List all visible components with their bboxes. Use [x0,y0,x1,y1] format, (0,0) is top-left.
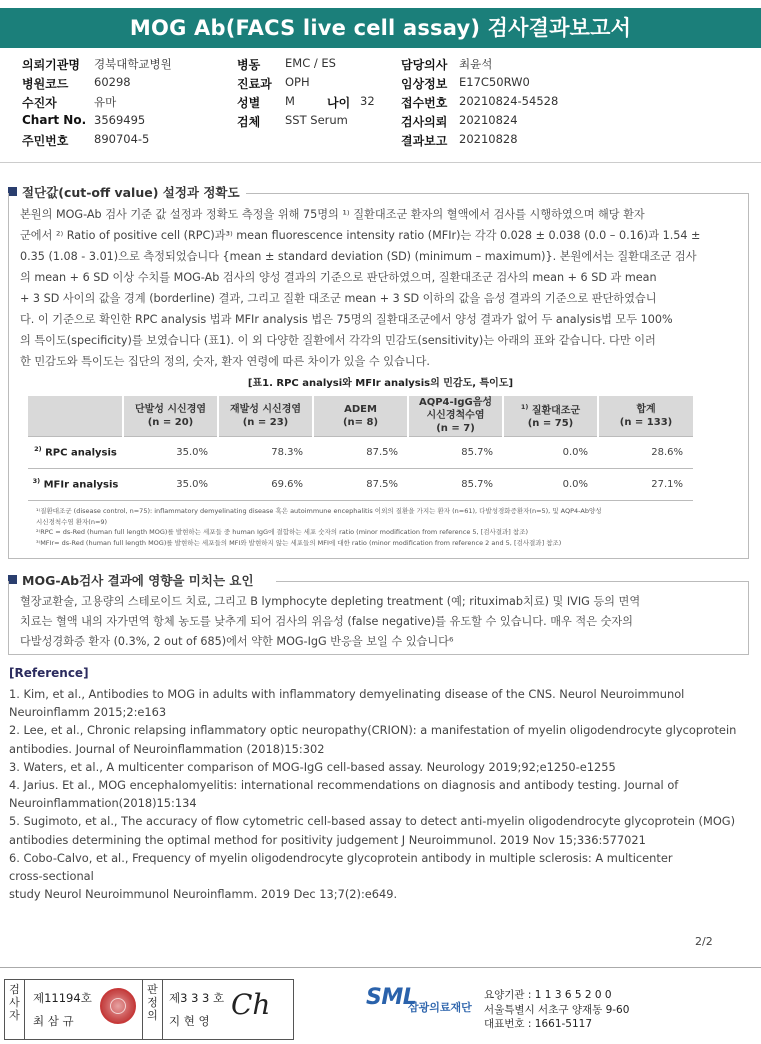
doctor-value: 최윤석 [459,57,493,71]
column-header: AQP4-IgG음성 시신경척수염 (n = 7) [408,396,503,436]
judge-name: 지 현 영 [169,1014,210,1028]
references-heading: [Reference] [9,666,89,680]
inspector-reg: 제11194호 [33,991,92,1005]
table-cell: 35.0% [123,436,218,468]
reference-line: 3. Waters, et al., A multicenter comparison of MOG-IgG cell-based assay. Neurology 2019;92;e1250-e1255 [9,759,616,774]
column-header: $^{1)}$ 질환대조군 (n = 75) [503,396,598,436]
hospital-code-label: 병원코드 [22,77,69,91]
footnote: ²⁾RPC = ds-Red (human full length MOG)를 발현하는 세포들 중 human IgG에 결합하는 세포 숫자의 ratio (minor modification from reference 5, [검사결과] 참조) [36,528,529,536]
results-table [28,396,693,501]
request-value: 20210824 [459,113,518,127]
divider [0,162,761,163]
table-title: [표1. RPC analysi와 MFIr analysis의 민감도, 특이도] [247,378,514,389]
chart-label: Chart No. [22,113,87,127]
table-cell: 85.7% [408,468,503,500]
table-row [28,436,693,468]
row-label: $^{2)}$ RPC analysis [28,436,123,468]
cell-divider [5,980,143,1039]
patient-info [22,56,742,151]
text-line: + 3 SD 사이의 값을 경계 (borderline) 결과, 그리고 질환 대조군 mean + 3 SD 이하의 값을 음성 결과의 기준으로 판단하였습니 [20,292,657,305]
report-title: MOG Ab(FACS live cell assay) 검사결과보고서 [0,8,761,48]
logo-subtitle: 삼광의료재단 [408,1001,472,1014]
table-cell: 69.6% [218,468,313,500]
table-cell: 87.5% [313,436,408,468]
dept-value: OPH [285,75,310,89]
hospital-code-value: 60298 [94,75,131,89]
label-char: 정 [147,996,158,1009]
column-header: 합계 (n = 133) [598,396,693,436]
reference-line: cross-sectional [9,869,94,884]
section2-text [20,592,710,652]
report-value: 20210828 [459,132,518,146]
inspector-name: 최 삼 규 [33,1014,74,1028]
rrn-value: 890704-5 [94,132,150,146]
row-label: $^{3)}$ MFIr analysis [28,468,123,500]
clinical-label: 임상정보 [401,77,448,91]
text-line: 의 특이도(specificity)를 보였습니다 (표1). 이 외 다양한 질환에서 각각의 민감도(sensitivity)는 아래의 표와 같습니다. 다만 이러 [20,334,656,347]
lab-address: 서울특별시 서초구 양재동 9-60 [484,1003,630,1016]
doctor-label: 담당의사 [401,58,448,72]
reference-line: Neuroinflammation(2018)15:134 [9,796,197,811]
section2-title: MOG-Ab검사 결과에 영향을 미치는 요인 [22,573,254,588]
text-line: 다. 이 기준으로 확인한 RPC analysis 법과 MFIr analysis 법은 75명의 질환대조군에서 양성 결과가 없어 두 analysis법 모두 100% [20,313,673,326]
table-footnotes [36,506,726,548]
text-line: 본원의 MOG-Ab 검사 기준 값 설정과 정확도 측정을 위해 75명의 ¹⁾ 질환대조군 환자의 혈액에서 검사를 시행하였으며 해당 환자 [20,208,645,221]
reference-line: study Neurol Neuroimmunol Neuroinflamm. 2019 Dec 13;7(2):e649. [9,887,398,902]
logo-text: SML [366,985,417,1010]
text-line: 군에서 ²⁾ Ratio of positive cell (RPC)과³⁾ mean fluorescence intensity ratio (MFIr)는 각각 0.028 ± 0.038 (0.0 – 0.16)과 1.54 ± [20,229,701,242]
references-list [9,685,749,903]
table-cell: 0.0% [503,436,598,468]
table-cell: 35.0% [123,468,218,500]
table-row [28,468,693,500]
reference-line: 6. Cobo-Calvo, et al., Frequency of myelin oligodendrocyte glycoprotein antibody in multiple sclerosis: A multicenter [9,850,673,865]
corner-header [28,396,123,436]
specimen-value: SST Serum [285,113,348,127]
age-label: 나이 [327,96,351,110]
text-line: 0.35 (1.08 - 3.01)으로 측정되었습니다 {mean ± standard deviation (SD) (minimum – maximum)}. 본원에서는 질환대조군 검사 [20,250,697,263]
table-cell: 0.0% [503,468,598,500]
chart-value: 3569495 [94,113,146,127]
age-value: 32 [360,94,375,108]
table-cell: 85.7% [408,436,503,468]
signature-box [4,979,294,1040]
accession-value: 20210824-54528 [459,94,559,108]
column-header: 재발성 시신경염 (n = 23) [218,396,313,436]
reference-line: 4. Jarius. Et al., MOG encephalomyelitis: international recommendations on diagnosis and antibody testing. Journal of [9,778,679,793]
label-char: 판 [147,983,158,996]
footnote: 시신경척수염 환자(n=9) [36,517,108,526]
judge-label [143,980,163,1039]
reference-line: Neuroinflamm 2015;2:e163 [9,705,167,720]
reference-line: 1. Kim, et al., Antibodies to MOG in adults with inflammatory demyelinating disease of the CNS. Neurol Neuroimmunol [9,687,685,701]
lab-info [484,988,629,1032]
specimen-label: 검체 [237,115,261,129]
lab-code: 요양기관 : 1 1 3 6 5 2 0 0 [484,989,612,1001]
sex-label: 성별 [237,96,261,110]
judge-reg: 제3 3 3 호 [169,991,225,1005]
text-line: 의 mean + 6 SD 이상 수치를 MOG-Ab 검사의 양성 결과의 기준으로 판단하였으며, 질환대조군 검사의 mean + 6 SD 과 mean [20,271,657,284]
table-cell: 78.3% [218,436,313,468]
clinical-value: E17C50RW0 [459,75,530,89]
report-label: 결과보고 [401,134,448,148]
lab-phone: 대표번호 : 1661-5117 [484,1018,593,1030]
footer-divider [0,967,761,968]
table-cell: 28.6% [598,436,693,468]
institution-label: 의뢰기관명 [22,58,80,72]
footnote: ³⁾MFIr= ds-Red (human full length MOG)를 발현하는 세포들의 MFI와 발현하지 않는 세포들의 MFI에 대한 ratio (minor modification from reference 2 and 5, [검사결과] 참조) [36,538,562,547]
text-line: 한 민감도와 특이도는 집단의 정의, 숫자, 환자 연령에 따른 차이가 있을 수 있습니다. [20,355,430,368]
reference-line: 2. Lee, et al., Chronic relapsing inflammatory optic neuropathy(CRION): a manifestation of myelin oligodendrocyte glycoprotein [9,723,737,738]
request-label: 검사의뢰 [401,115,448,129]
dept-label: 진료과 [237,77,272,91]
receiver-label: 수진자 [22,96,57,110]
section1-title: 절단값(cut-off value) 설정과 정확도 [22,185,240,200]
label-char: 의 [147,1009,158,1022]
label-char: 사 [9,996,20,1009]
section1-text [20,204,710,372]
label-char: 검 [9,983,20,996]
text-line: 혈장교환술, 고용량의 스테로이드 치료, 그리고 B lymphocyte depleting treatment (예; rituximab치료) 및 IVIG 등의 면역 [20,595,641,608]
institution-value: 경북대학교병원 [94,57,172,71]
text-line: 치료는 혈액 내의 자가면역 항체 농도를 낮추게 되어 검사의 위음성 (false negative)를 유도할 수 있습니다. 매우 적은 숫자의 [20,615,633,628]
accession-label: 접수번호 [401,96,448,110]
table-cell: 27.1% [598,468,693,500]
column-header: 단발성 시신경염 (n = 20) [123,396,218,436]
page-number: 2/2 [695,935,713,948]
receiver-value: 유마 [94,95,117,109]
rrn-label: 주민번호 [22,134,69,148]
sex-value: M [285,94,295,108]
ward-label: 병동 [237,58,261,72]
footnote: ¹⁾질환대조군 (disease control, n=75): inflammatory demyelinating disease 혹은 autoimmune encephalitis 이외의 질환을 가지는 환자 (n=61), 다발성경화증환자(n=5), 및 AQP4-Ab양성 [36,507,602,515]
label-char: 자 [9,1009,20,1022]
table-cell: 87.5% [313,468,408,500]
reference-line: antibodies. Journal of Neuroinflammation (2018)15:302 [9,741,325,756]
text-line: 다발성경화증 환자 (0.3%, 2 out of 685)에서 약한 MOG-IgG 반응을 보일 수 있습니다⁶ [20,635,454,648]
reference-line: 5. Sugimoto, et al., The accuracy of flow cytometric cell-based assay to detect anti-myelin oligodendrocyte glycoprotein (MOG) [9,814,736,829]
ward-value: EMC / ES [285,56,336,70]
column-header: ADEM (n= 8) [313,396,408,436]
signature-icon: Ch [231,988,271,1021]
reference-line: antibodies determining the optimal method for positivity judgement J Neuroimmunol. 2019 Nov 15;336:577021 [9,832,646,847]
